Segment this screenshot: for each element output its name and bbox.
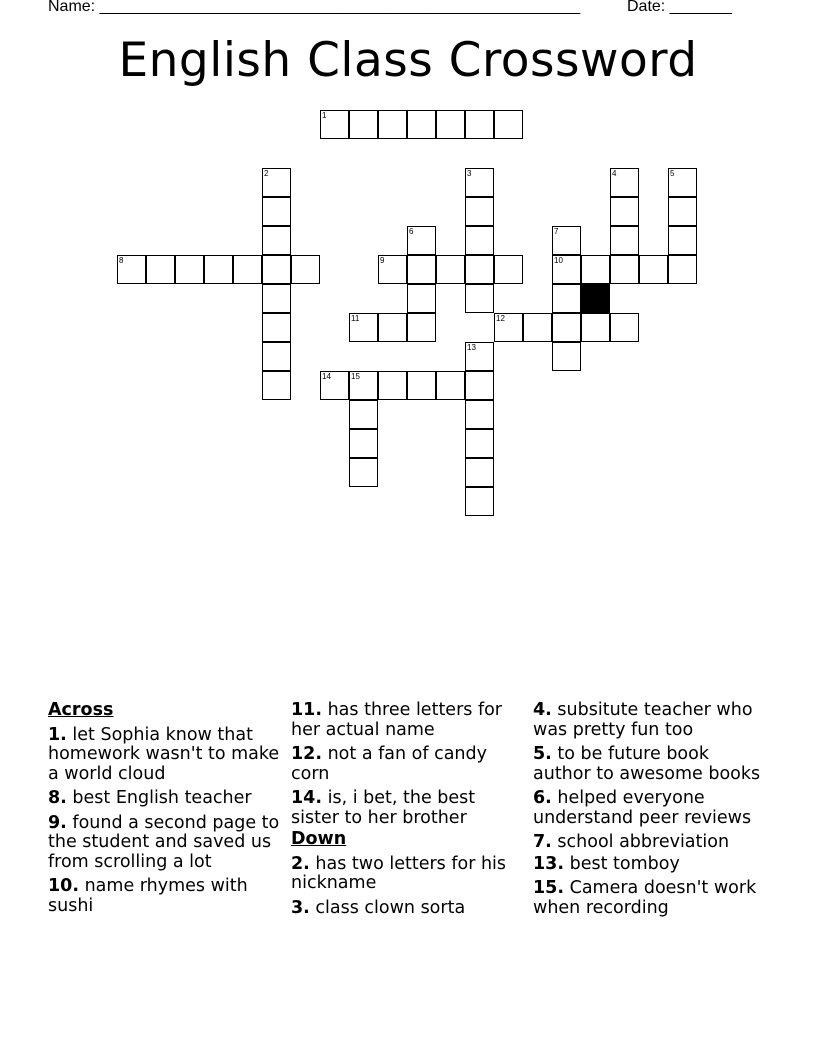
crossword-cell[interactable] [465,226,494,255]
crossword-cell[interactable] [262,313,291,342]
crossword-cell[interactable] [610,197,639,226]
crossword-cell[interactable] [668,255,697,284]
clue-column-1 [48,701,280,921]
clue-number: 2. [291,853,310,874]
cell-number: 11 [351,314,360,323]
crossword-cell[interactable] [291,255,320,284]
clue-down-15 [533,879,765,918]
clue-text: has three letters for her actual name [291,700,503,740]
crossword-cell[interactable] [349,371,378,400]
clue-number: 11. [291,700,323,720]
crossword-cell[interactable] [552,313,581,342]
crossword-cell[interactable] [465,429,494,458]
cell-number: 8 [119,256,124,265]
clue-column-3 [533,701,765,923]
clue-number: 3. [291,897,310,918]
clue-text: is, i bet, the best sister to her brother [291,788,476,828]
clue-down-7 [533,833,765,853]
clue-down-13 [533,855,765,875]
crossword-cell[interactable] [494,110,523,139]
crossword-cell[interactable] [465,371,494,400]
clue-column-2 [291,701,523,923]
clue-number: 6. [533,788,552,808]
clue-text: has two letters for his nickname [291,853,507,893]
crossword-cell[interactable] [378,255,407,284]
crossword-cell[interactable] [668,197,697,226]
crossword-cell[interactable] [262,342,291,371]
crossword-cell[interactable] [465,110,494,139]
clue-number: 12. [291,744,323,764]
clue-text: not a fan of candy corn [291,744,487,784]
crossword-cell[interactable] [233,255,262,284]
crossword-cell[interactable] [639,255,668,284]
crossword-cell[interactable] [436,255,465,284]
crossword-cell[interactable] [407,284,436,313]
clue-number: 1. [48,724,67,745]
clue-down-3 [291,899,523,919]
crossword-cell[interactable] [610,226,639,255]
clue-across-10 [48,877,280,916]
clue-text: best English teacher [72,788,252,808]
clue-across-8 [48,789,280,809]
crossword-cell[interactable] [465,255,494,284]
crossword-cell[interactable] [494,255,523,284]
crossword-cell[interactable] [262,197,291,226]
clue-down-5 [533,745,765,784]
cell-number: 1 [322,111,327,120]
crossword-cell[interactable] [262,371,291,400]
crossword-cell[interactable] [465,487,494,516]
cell-number: 13 [467,343,476,352]
crossword-cell[interactable] [262,168,291,197]
clue-across-11 [291,701,523,740]
crossword-cell[interactable] [349,313,378,342]
crossword-cell[interactable] [407,255,436,284]
crossword-cell[interactable] [146,255,175,284]
name-line: Name: ______________________________________________________ [48,0,581,15]
clue-across-1 [48,726,280,785]
clue-text: Camera doesn't work when recording [533,878,757,918]
cell-number: 12 [496,314,505,323]
crossword-cell[interactable] [262,284,291,313]
cell-number: 5 [670,169,675,178]
cell-number: 10 [554,256,563,265]
crossword-cell[interactable] [581,255,610,284]
crossword-cell[interactable] [465,284,494,313]
crossword-cell[interactable] [465,168,494,197]
crossword-cell[interactable] [552,226,581,255]
crossword-cell[interactable] [320,371,349,400]
crossword-cell[interactable] [668,226,697,255]
clue-text: best tomboy [569,853,680,874]
crossword-cell[interactable] [349,458,378,487]
crossword-cell[interactable] [436,110,465,139]
crossword-cell[interactable] [407,226,436,255]
crossword-cell[interactable] [349,400,378,429]
clue-text: let Sophia know that homework wasn't to make a world cloud [48,724,280,784]
crossword-cell[interactable] [552,342,581,371]
crossword-cell[interactable] [610,313,639,342]
crossword-cell[interactable] [349,110,378,139]
clue-down-6 [533,789,765,828]
clue-across-12 [291,745,523,784]
cell-number: 4 [612,169,617,178]
date-line: Date: _______ [627,0,732,15]
clue-down-4 [533,701,765,740]
crossword-cell[interactable] [610,255,639,284]
crossword-cell[interactable] [436,371,465,400]
cell-number: 9 [380,256,385,265]
clue-text: to be future book author to awesome books [533,744,761,784]
crossword-cell[interactable] [378,313,407,342]
crossword-cell[interactable] [117,255,146,284]
cell-number: 15 [351,372,360,381]
clue-number: 9. [48,812,67,833]
crossword-cell[interactable] [552,255,581,284]
crossword-cell[interactable] [465,197,494,226]
crossword-cell[interactable] [407,110,436,139]
crossword-cell[interactable] [262,226,291,255]
crossword-cell[interactable] [262,255,291,284]
clue-number: 14. [291,788,323,808]
clue-text: found a second page to the student and saved us from scrolling a lot [48,812,280,872]
crossword-cell[interactable] [581,313,610,342]
crossword-cell[interactable] [378,110,407,139]
cell-number: 14 [322,372,331,381]
clue-number: 7. [533,832,552,852]
clue-text: subsitute teacher who was pretty fun too [533,700,753,740]
clue-text: name rhymes with sushi [48,876,248,916]
clue-across-14 [291,789,523,828]
crossword-cell[interactable] [465,400,494,429]
cell-number: 3 [467,169,472,178]
down-heading: Down [291,829,347,849]
crossword-black-cell [581,284,610,313]
crossword-cell[interactable] [523,313,552,342]
clue-text: class clown sorta [315,897,466,918]
clue-across-9 [48,814,280,873]
crossword-cell[interactable] [494,313,523,342]
clue-number: 13. [533,853,565,874]
crossword-cell[interactable] [378,371,407,400]
crossword-cell[interactable] [610,168,639,197]
across-heading: Across [48,700,114,720]
cell-number: 7 [554,227,559,236]
clue-number: 8. [48,788,67,808]
cell-number: 6 [409,227,414,236]
crossword-cell[interactable] [349,429,378,458]
crossword-cell[interactable] [465,342,494,371]
clue-number: 4. [533,700,552,720]
clue-text: helped everyone understand peer reviews [533,788,752,828]
clue-down-2 [291,855,523,894]
crossword-cell[interactable] [204,255,233,284]
clue-number: 15. [533,878,565,898]
crossword-cell[interactable] [465,458,494,487]
clue-text: school abbreviation [557,832,730,852]
page-title: English Class Crossword [118,33,698,88]
crossword-cell[interactable] [668,168,697,197]
cell-number: 2 [264,169,269,178]
clue-number: 10. [48,876,80,896]
crossword-cell[interactable] [407,313,436,342]
crossword-cell[interactable] [175,255,204,284]
clue-number: 5. [533,744,552,764]
crossword-cell[interactable] [552,284,581,313]
crossword-cell[interactable] [407,371,436,400]
crossword-cell[interactable] [320,110,349,139]
